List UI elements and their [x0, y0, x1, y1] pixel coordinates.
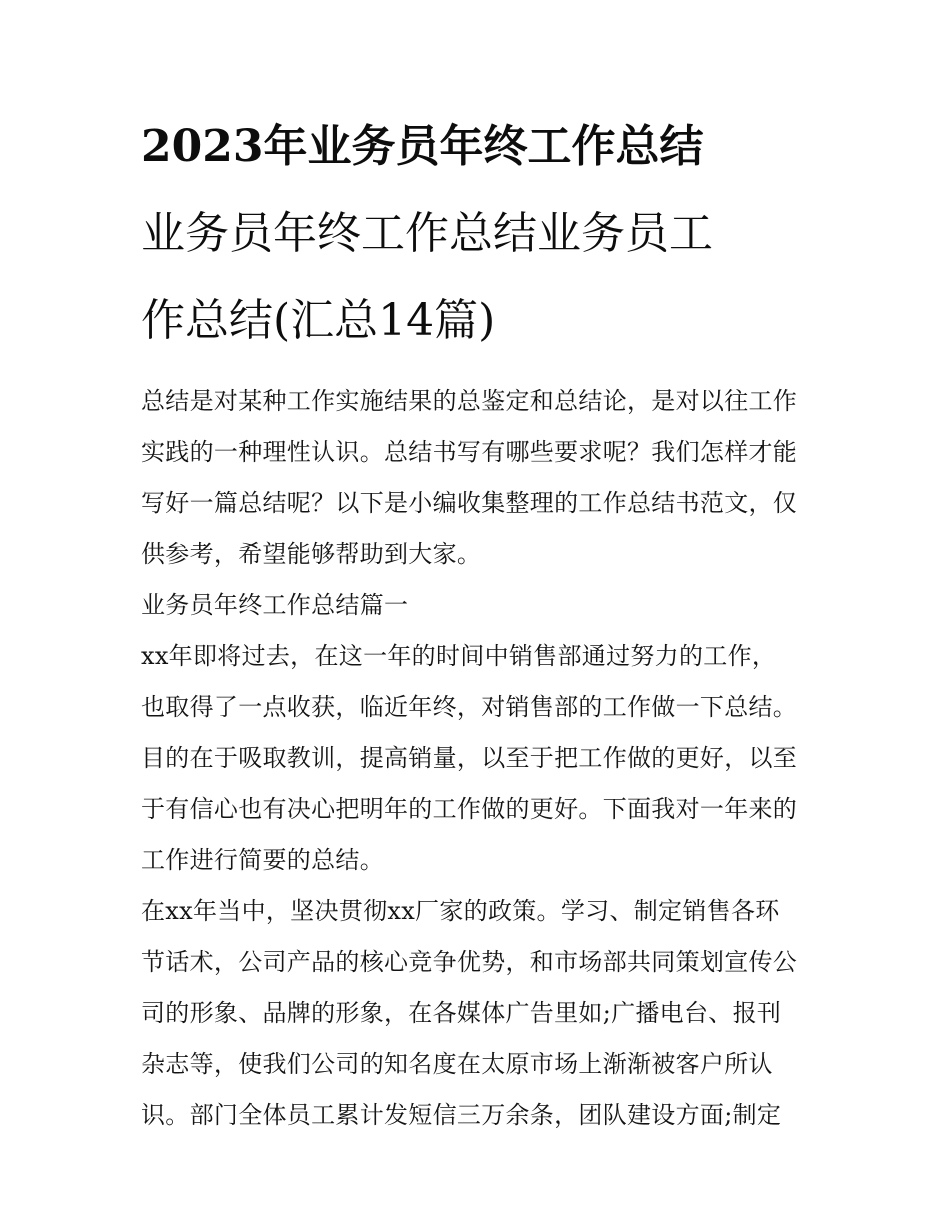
intro-line-4: 供参考，希望能够帮助到大家。	[141, 540, 482, 568]
intro-line-3: 写好一篇总结呢？以下是小编收集整理的工作总结书范文，仅	[141, 489, 798, 517]
document-content	[141, 118, 813, 1141]
section-heading: 业务员年终工作总结篇一	[141, 591, 409, 619]
paragraph-2-line-4: 杂志等，使我们公司的知名度在太原市场上渐渐被客户所认	[141, 1050, 773, 1078]
paragraph-1-line-4: 于有信心也有决心把明年的工作做的更好。下面我对一年来的	[141, 795, 798, 823]
intro-line-2: 实践的一种理性认识。总结书写有哪些要求呢？我们怎样才能	[141, 438, 798, 466]
title-line-3: 作总结(汇总14篇)	[141, 295, 496, 346]
intro-line-1: 总结是对某种工作实施结果的总鉴定和总结论，是对以往工作	[141, 387, 798, 415]
paragraph-2-line-5: 识。部门全体员工累计发短信三万余条，团队建设方面;制定	[141, 1101, 782, 1129]
paragraph-1-line-3: 目的在于吸取教训，提高销量，以至于把工作做的更好，以至	[141, 744, 798, 772]
paragraph-1-line-5: 工作进行简要的总结。	[141, 846, 384, 874]
title-line-2: 业务员年终工作总结业务员工	[141, 208, 713, 259]
paragraph-1-line-1: xx年即将过去，在这一年的时间中销售部通过努力的工作，	[141, 642, 777, 670]
paragraph-2-line-2: 节话术，公司产品的核心竞争优势，和市场部共同策划宣传公	[141, 948, 798, 976]
title-line-1: 2023年业务员年终工作总结	[141, 121, 704, 172]
paragraph-1-line-2: 也取得了一点收获，临近年终，对销售部的工作做一下总结。	[141, 693, 798, 721]
paragraph-2-line-3: 司的形象、品牌的形象，在各媒体广告里如;广播电台、报刊	[141, 999, 782, 1027]
paragraph-2-line-1: 在xx年当中，坚决贯彻xx厂家的政策。学习、制定销售各环	[141, 897, 780, 925]
